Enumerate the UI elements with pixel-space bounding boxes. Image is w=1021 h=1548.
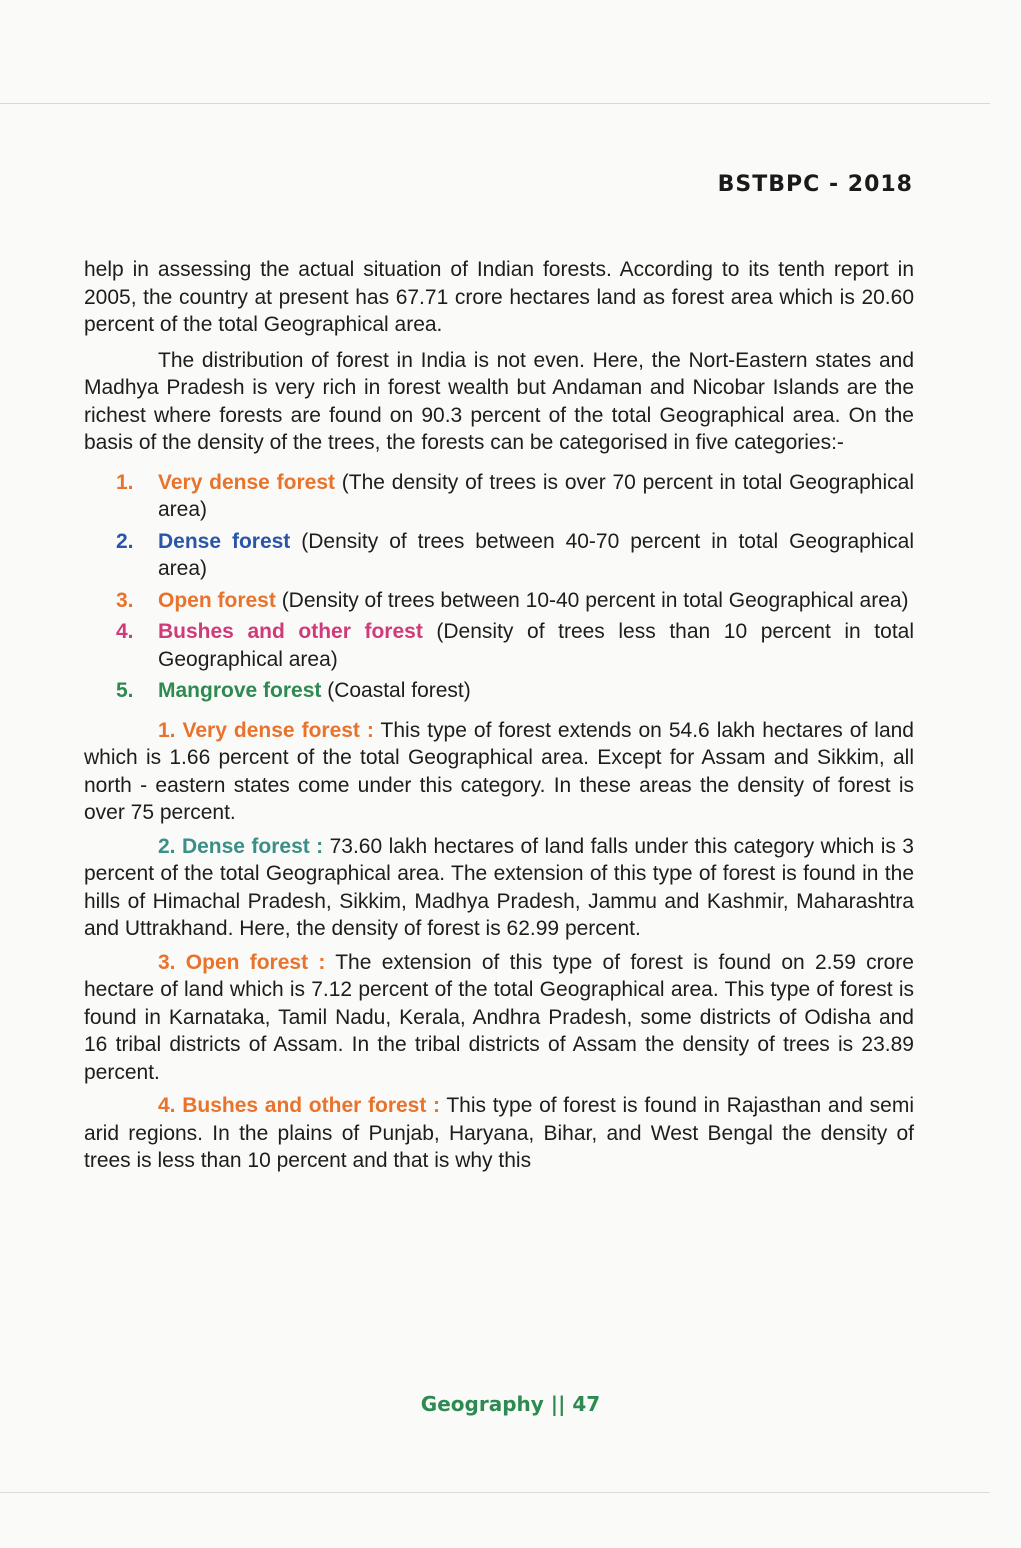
category-item-bushes [84, 618, 914, 673]
detail-dense [84, 833, 914, 943]
category-text: (Density of trees between 40-70 percent in total Geographical area) [158, 529, 914, 580]
header-code: BSTBPC - 2018 [717, 172, 913, 197]
intro-paragraph-2: The distribution of forest in India is not even. Here, the Nort-Eastern states and Madhya Pradesh is very rich in forest wealth but Andaman and Nicobar Islands are the richest where forests are found on 90.3 percent of the total Geographical area. On the basis of the density of the trees, the forests can be categorised in five categories:- [84, 348, 914, 454]
detail-number: 2. [158, 834, 176, 858]
detail-text: 73.60 lakh hectares of land falls under this category which is 3 percent of the total Geographical area. The extension of this type of forest is found in the hills of Himachal Pradesh, Sikkim, Madhya Pradesh, Jammu and Kashmir, Maharashtra and Uttrakhand. Here, the density of forest is 62.99 percent. [84, 834, 914, 940]
category-list [84, 469, 914, 705]
detail-number: 3. [158, 950, 176, 974]
footer-subject: Geography [420, 1392, 544, 1416]
page-body [84, 256, 914, 1181]
category-text: (Density of trees less than 10 percent in total Geographical area) [158, 620, 914, 671]
category-number: 3. [116, 588, 134, 612]
detail-term: Bushes and other forest : [182, 1094, 441, 1117]
category-item-mangrove [84, 677, 914, 705]
category-number: 4. [116, 620, 134, 643]
detail-bushes [84, 1092, 914, 1175]
intro-paragraph-1: help in assessing the actual situation of Indian forests. According to its tenth report in 2005, the country at present has 67.71 crore hectares land as forest area which is 20.60 percent of the total Geographical area. [84, 258, 914, 336]
category-item-open [84, 587, 914, 615]
detail-open [84, 949, 914, 1087]
category-term: Mangrove forest [158, 679, 322, 702]
detail-term: Very dense forest : [182, 718, 374, 742]
category-item-very-dense [84, 469, 914, 524]
detail-term: Dense forest : [181, 834, 324, 858]
detail-number: 4. [158, 1094, 176, 1117]
category-number: 1. [116, 470, 134, 494]
detail-text: The extension of this type of forest is found on 2.59 crore hectare of land which is 7.12 percent of the total Geographical area. This type of forest is found in Karnataka, Tamil Nadu, Kerala, Andhra Pradesh, some districts of Odisha and 16 tribal districts of Assam. In the tribal districts of Assam the density of trees is 23.89 percent. [84, 950, 914, 1084]
footer-separator: || [543, 1392, 573, 1416]
category-term: Dense forest [158, 529, 291, 553]
detail-number: 1. [158, 718, 176, 742]
category-term: Open forest [158, 588, 276, 612]
detail-very-dense [84, 717, 914, 827]
detail-term: Open forest : [185, 950, 326, 974]
top-rule [0, 103, 990, 104]
category-item-dense [84, 528, 914, 583]
category-text: (Coastal forest) [321, 679, 471, 702]
page-footer [0, 1392, 1021, 1416]
category-number: 2. [116, 529, 134, 553]
category-number: 5. [116, 679, 134, 702]
category-text: (The density of trees is over 70 percent in total Geographical area) [158, 470, 914, 521]
category-text: (Density of trees between 10-40 percent in total Geographical area) [275, 588, 909, 612]
detail-text: This type of forest is found in Rajasthan and semi arid regions. In the plains of Punjab, Haryana, Bihar, and West Bengal the density of trees is less than 10 percent and that is why this [84, 1094, 914, 1172]
bottom-rule [0, 1492, 990, 1493]
category-term: Bushes and other forest [158, 620, 423, 643]
detail-text: This type of forest extends on 54.6 lakh hectares of land which is 1.66 percent of the total Geographical area. Except for Assam and Sikkim, all north - eastern states come under this category. In these areas the density of forest is over 75 percent. [84, 718, 914, 824]
page-number: 47 [572, 1392, 601, 1416]
category-term: Very dense forest [158, 470, 335, 494]
